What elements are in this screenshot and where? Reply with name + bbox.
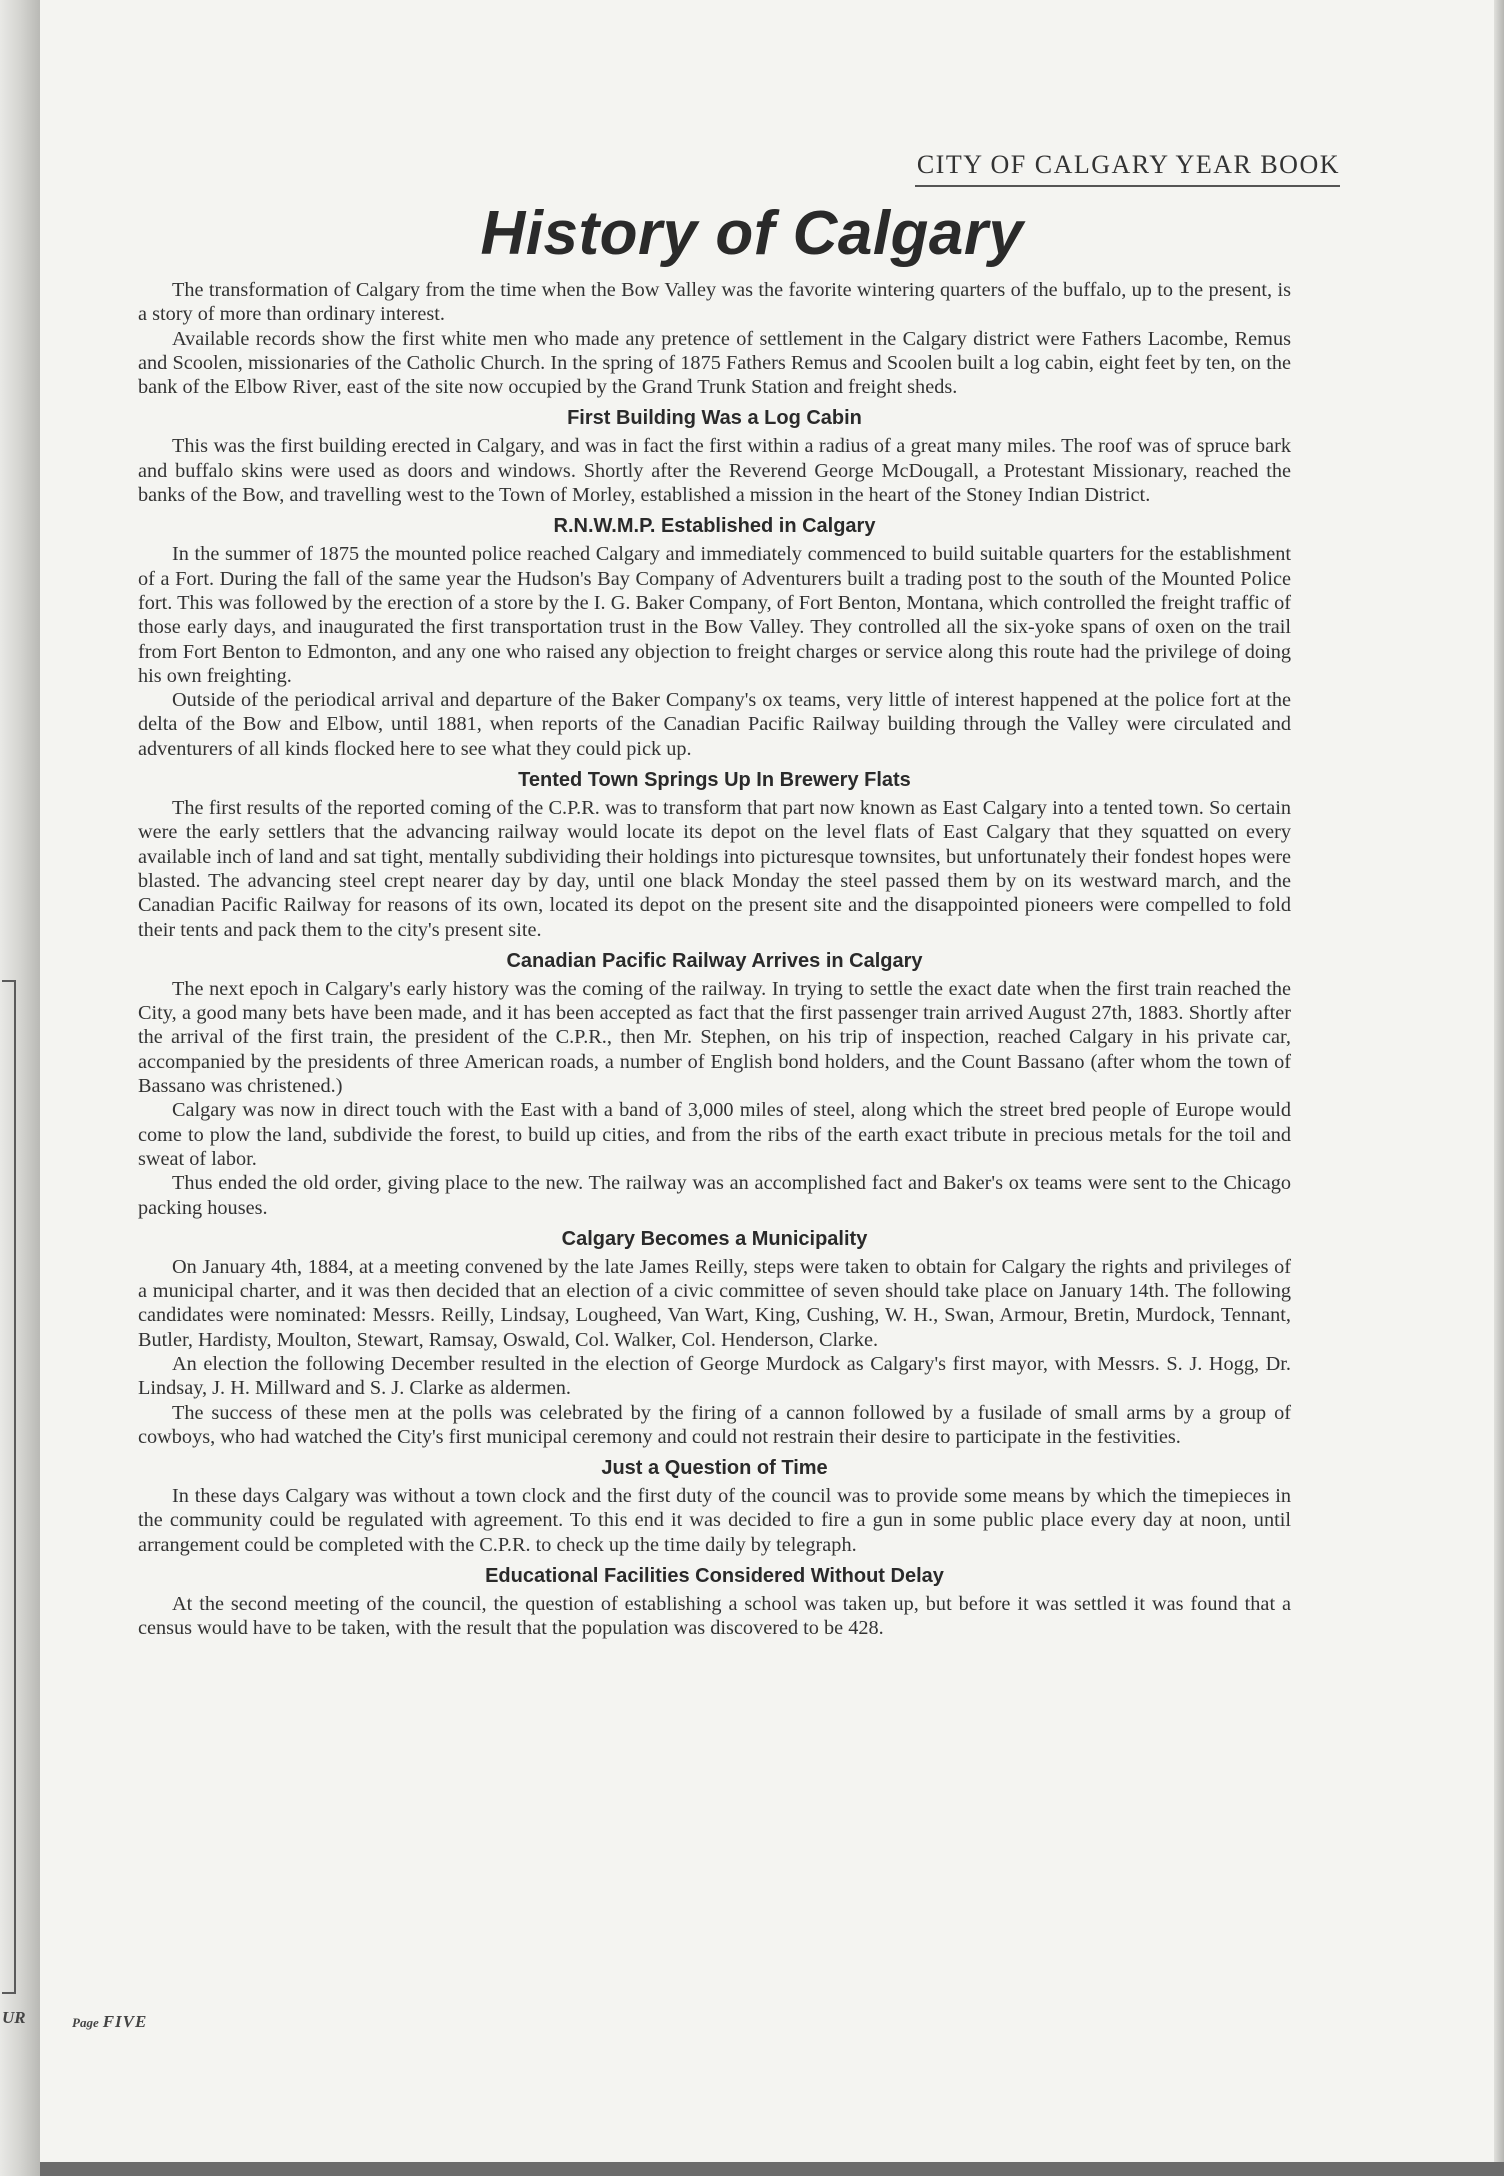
body-paragraph: An election the following December resulted in the election of George Murdock as Calgary's first mayor, with Messrs. S. J. Hogg, Dr. Lindsay, J. H. Millward and S. J. Clarke as aldermen. [138, 1352, 1291, 1400]
section-heading: First Building Was a Log Cabin [567, 407, 862, 430]
facing-page-fragment: UR [2, 2008, 26, 2027]
body-paragraph: In these days Calgary was without a town clock and the first duty of the council was to provide some means by which the timepieces in the community could be regulated with agreement. To this end it was decided to fire a gun in some public place every day at noon, until arrangement could be completed with the C.P.R. to check up the time daily by telegraph. [138, 1485, 1291, 1556]
facing-page-border [2, 980, 16, 1994]
page-number [72, 2012, 147, 2032]
section-heading: R.N.W.M.P. Established in Calgary [553, 515, 876, 538]
page-edge-bottom [40, 2162, 1504, 2176]
binding-gutter [0, 0, 40, 2176]
body-paragraph: Thus ended the old order, giving place to the new. The railway was an accomplished fact and Baker's ox teams were sent to the Chicago packing houses. [138, 1172, 1291, 1219]
section-heading: Just a Question of Time [601, 1457, 828, 1480]
body-paragraph: The next epoch in Calgary's early history was the coming of the railway. In trying to settle the exact date when the first train reached the City, a good many bets have been made, and it has been accepted as fact that the first passenger train arrived August 27th, 1883. Shortly after the arrival of the first train, the president of the C.P.R., then Mr. Stephen, on his trip of inspection, reached Calgary in his private car, accompanied by the presidents of three American roads, a number of English bond holders, and the Count Bassano (after whom the town of Bassano was christened.) [138, 977, 1291, 1098]
page-edge-right [1494, 0, 1504, 2176]
body-paragraph: Available records show the first white men who made any pretence of settlement in the Calgary district were Fathers Lacombe, Remus and Scoolen, missionaries of the Catholic Church. In the spring of 1875 Fathers Remus and Scoolen built a log cabin, eight feet by ten, on the bank of the Elbow River, east of the site now occupied by the Grand Trunk Station and freight sheds. [138, 327, 1291, 399]
body-paragraph: The success of these men at the polls was celebrated by the firing of a cannon followed by a fusilade of small arms by a group of cowboys, who had watched the City's first municipal ceremony and could not restrain their desire to participate in the festivities. [138, 1401, 1291, 1448]
article-body [138, 278, 1291, 1641]
body-paragraph: In the summer of 1875 the mounted police reached Calgary and immediately commenced to build suitable quarters for the establishment of a Fort. During the fall of the same year the Hudson's Bay Company of Adventurers built a trading post to the south of the Mounted Police fort. This was followed by the erection of a store by the I. G. Baker Company, of Fort Benton, Montana, which controlled the freight traffic of those early days, and inaugurated the first transportation trust in the Bow Valley. They controlled all the six-yoke spans of oxen on the trail from Fort Benton to Edmonton, and any one who raised any objection to freight charges or service along this route had the privilege of doing his own freighting. [138, 543, 1291, 687]
page-number-value: FIVE [102, 2012, 148, 2031]
body-paragraph: The first results of the reported coming of the C.P.R. was to transform that part now known as East Calgary into a tented town. So certain were the early settlers that the advancing railway would locate its depot on the level flats of East Calgary that they squatted on every available inch of land and sat tight, mentally subdividing their holdings into picturesque townsites, but unfortunately their fondest hopes were blasted. The advancing steel crept nearer day by day, until one black Monday the steel passed them by on its westward march, and the Canadian Pacific Railway for reasons of its own, located its depot on the present site and the disappointed pioneers were compelled to fold their tents and pack them to the city's present site. [138, 797, 1291, 941]
section-heading: Calgary Becomes a Municipality [561, 1227, 868, 1250]
body-paragraph: Calgary was now in direct touch with the East with a band of 3,000 miles of steel, along which the street bred people of Europe would come to plow the land, subdivide the forest, to build up cities, and from the ribs of the earth exact tribute in precious metals for the toil and sweat of labor. [138, 1099, 1291, 1170]
body-paragraph: This was the first building erected in Calgary, and was in fact the first within a radius of a great many miles. The roof was of spruce bark and buffalo skins were used as doors and windows. Shortly after the Reverend George McDougall, a Protestant Missionary, reached the banks of the Bow, and travelling west to the Town of Morley, established a mission in the heart of the Stoney Indian District. [138, 435, 1291, 507]
body-paragraph: At the second meeting of the council, the question of establishing a school was taken up, but before it was settled it was found that a census would have to be taken, with the result that the population was discovered to be 428. [138, 1593, 1291, 1640]
running-head: CITY OF CALGARY YEAR BOOK [915, 150, 1340, 187]
body-paragraph: On January 4th, 1884, at a meeting convened by the late James Reilly, steps were taken to obtain for Calgary the rights and privileges of a municipal charter, and it was then decided that an election of a civic committee of seven should take place on January 14th. The following candidates were nominated: Messrs. Reilly, Lindsay, Lougheed, Van Wart, King, Cushing, W. H., Swan, Armour, Bretin, Murdock, Tennant, Butler, Hardisty, Moulton, Stewart, Ramsay, Oswald, Col. Walker, Col. Henderson, Clarke. [138, 1255, 1291, 1351]
body-paragraph: Outside of the periodical arrival and departure of the Baker Company's ox teams, very little of interest happened at the police fort at the delta of the Bow and Elbow, until 1881, when reports of the Canadian Pacific Railway building through the Valley were circulated and adventurers of all kinds flocked here to see what they could pick up. [138, 689, 1291, 760]
section-heading: Canadian Pacific Railway Arrives in Calgary [506, 949, 923, 972]
body-paragraph: The transformation of Calgary from the time when the Bow Valley was the favorite wintering quarters of the buffalo, up to the present, is a story of more than ordinary interest. [138, 279, 1291, 326]
page-number-prefix: Page [72, 2015, 99, 2030]
section-heading: Tented Town Springs Up In Brewery Flats [518, 769, 911, 792]
section-heading: Educational Facilities Considered Without Delay [485, 1565, 944, 1588]
page-title: History of Calgary [480, 199, 1024, 268]
